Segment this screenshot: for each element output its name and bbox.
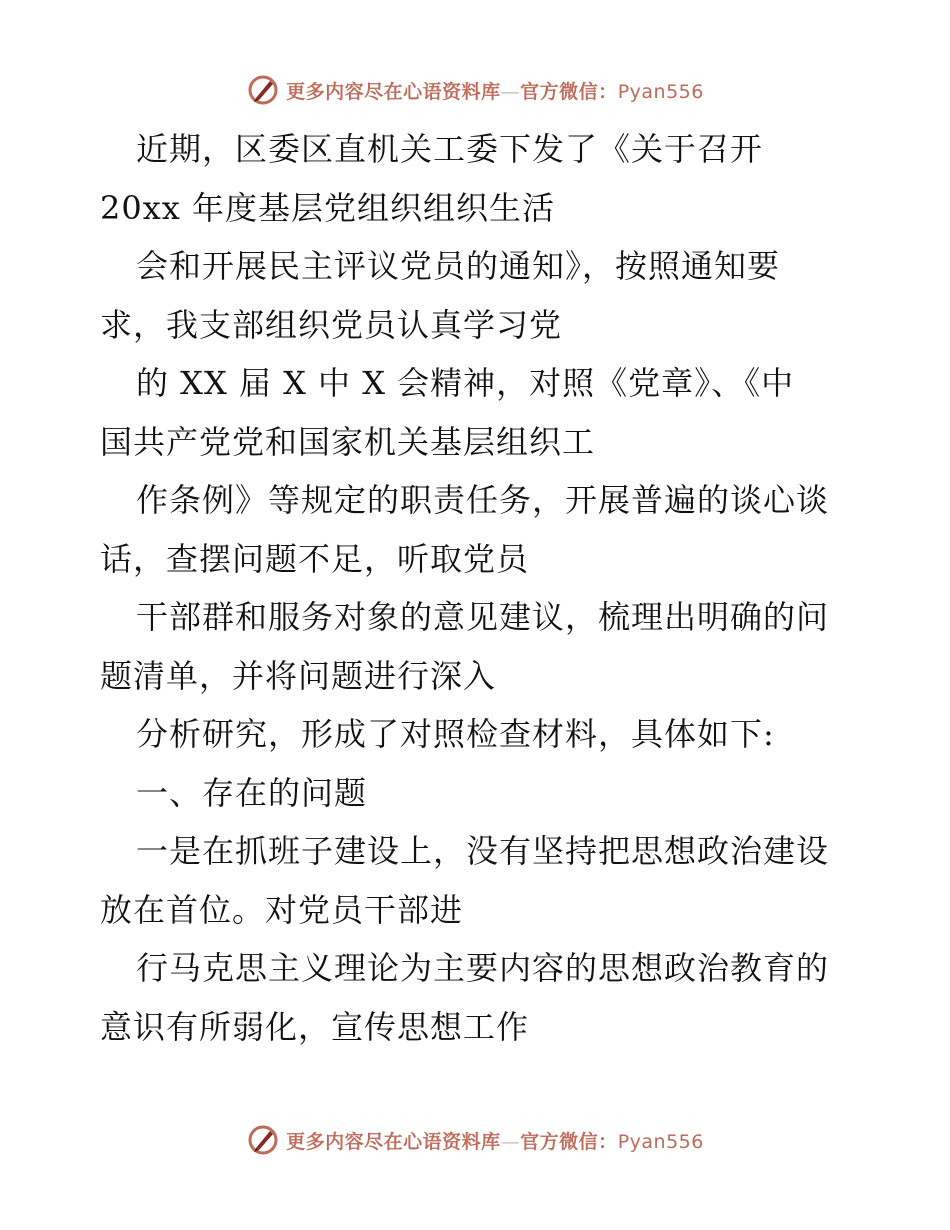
- text-line: 会和开展民主评议党员的通知》，按照通知要: [136, 247, 781, 285]
- text-line: 话，查摆问题不足，听取党员: [100, 539, 530, 578]
- text-line: 近期，区委区直机关工委下发了《关于召开: [136, 130, 764, 168]
- text-line: 求，我支部组织党员认真学习党: [100, 305, 563, 344]
- footer-watermark: [0, 1120, 950, 1160]
- text-line: 作条例》等规定的职责任务，开展普遍的谈心谈: [136, 481, 830, 519]
- text-line: 题清单，并将问题进行深入: [100, 656, 497, 695]
- text-line: 国共产党党和国家机关基层组织工: [100, 422, 596, 461]
- quill-pen-circle-icon: [246, 1123, 280, 1157]
- document-body: [100, 120, 860, 1056]
- text-line: 意识有所弱化，宣传思想工作: [100, 1007, 530, 1046]
- text-line: 分析研究，形成了对照检查材料，具体如下:: [136, 715, 775, 753]
- text-line: 干部群和服务对象的意见建议，梳理出明确的问: [136, 598, 830, 636]
- text-line: 放在首位。对党员干部进: [100, 890, 464, 929]
- text-line: 20xx 年度基层党组织组织生活: [100, 188, 555, 227]
- text-line: 的 XX 届 X 中 X 会精神，对照《党章》、《中: [136, 364, 795, 402]
- text-line: 一是在抓班子建设上，没有坚持把思想政治建设: [136, 832, 830, 870]
- quill-pen-circle-icon: [246, 73, 280, 107]
- text-line: 行马克思主义理论为主要内容的思想政治教育的: [136, 949, 830, 987]
- text-line: 一、存在的问题: [136, 773, 368, 812]
- watermark-text: 更多内容尽在心语资料库—官方微信：Pyan556: [286, 1130, 704, 1153]
- watermark-text: 更多内容尽在心语资料库—官方微信：Pyan556: [286, 80, 704, 103]
- header-watermark: [0, 70, 950, 110]
